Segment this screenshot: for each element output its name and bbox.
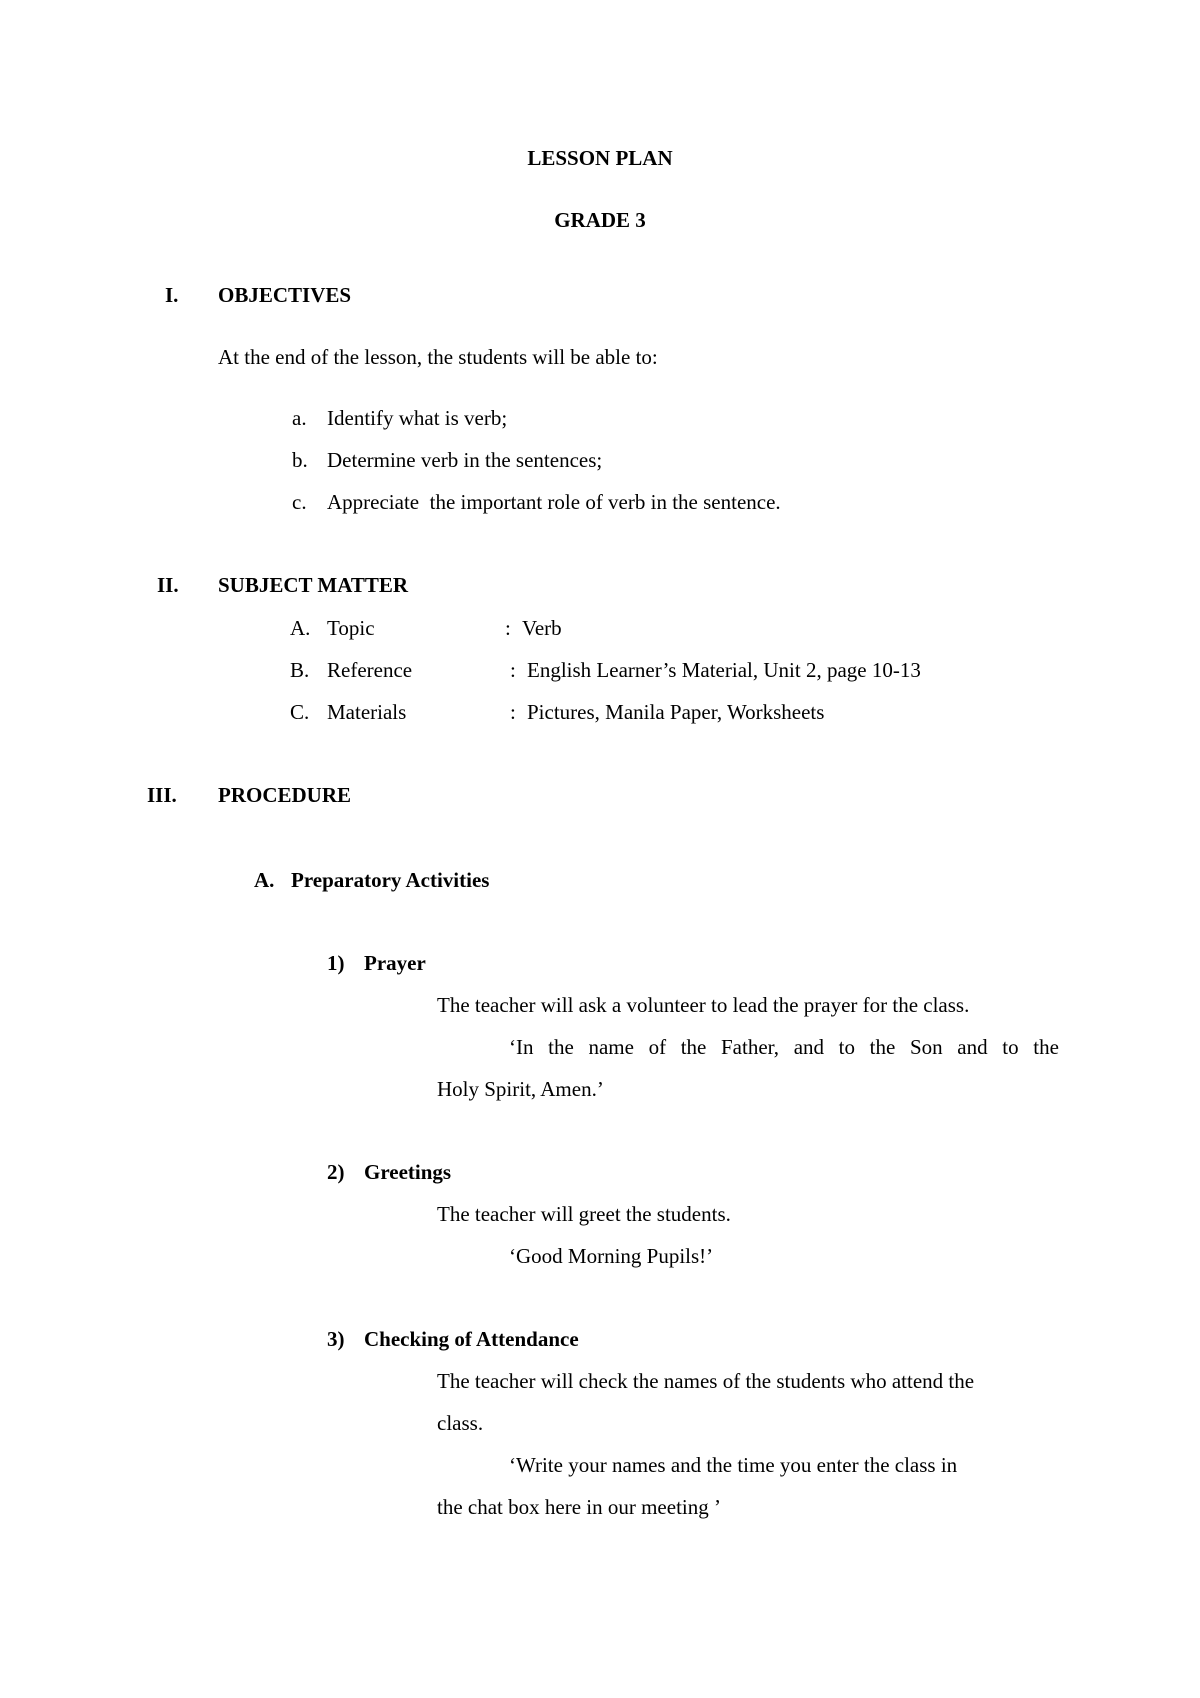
quote-word: the: [869, 1035, 896, 1059]
objectives-intro: At the end of the lesson, the students will be able to:: [218, 345, 658, 369]
step-marker: 2): [327, 1160, 345, 1184]
step-description-cont: class.: [437, 1411, 484, 1435]
subject-row-marker: B.: [290, 658, 310, 682]
document-grade: GRADE 3: [554, 208, 646, 232]
quote-word: the: [548, 1035, 574, 1059]
objective-item: Determine verb in the sentences;: [327, 448, 603, 472]
subject-row-label: Topic: [327, 616, 375, 640]
objective-item: Appreciate the important role of verb in the sentence.: [327, 490, 781, 514]
subject-matter-heading: SUBJECT MATTER: [218, 573, 409, 597]
section-a-marker: A.: [254, 868, 275, 892]
attendance-quote: ‘Write your names and the time you enter the class in: [509, 1453, 958, 1477]
attendance-quote-end: the chat box here in our meeting ’: [437, 1495, 721, 1519]
subject-row-marker: C.: [290, 700, 310, 724]
step-description: The teacher will greet the students.: [437, 1202, 731, 1226]
subject-row-value: Pictures, Manila Paper, Worksheets: [527, 700, 825, 724]
quote-word: to: [1002, 1035, 1019, 1059]
quote-word: ‘In: [509, 1035, 534, 1059]
objective-marker: a.: [292, 406, 307, 430]
quote-word: the: [680, 1035, 707, 1059]
objectives-numeral: I.: [165, 283, 179, 307]
subject-row-separator: :: [510, 658, 516, 682]
objective-item: Identify what is verb;: [327, 406, 508, 430]
prayer-quote-line: [509, 1037, 1059, 1058]
subject-row-label: Reference: [327, 658, 413, 682]
subject-row-separator: :: [510, 700, 516, 724]
quote-word: of: [648, 1035, 667, 1059]
quote-word: the: [1033, 1035, 1059, 1059]
greeting-quote: ‘Good Morning Pupils!’: [509, 1244, 714, 1268]
subject-row-label: Materials: [327, 700, 407, 724]
step-marker: 1): [327, 951, 345, 975]
quote-word: Father,: [721, 1035, 780, 1059]
step-title-attendance: Checking of Attendance: [364, 1327, 579, 1351]
procedure-heading: PROCEDURE: [218, 783, 352, 807]
quote-word: name: [588, 1035, 634, 1059]
quote-word: Son: [909, 1035, 943, 1059]
section-a-heading: Preparatory Activities: [291, 868, 490, 892]
step-title-greetings: Greetings: [364, 1160, 452, 1184]
step-title-prayer: Prayer: [364, 951, 426, 975]
objectives-heading: OBJECTIVES: [218, 283, 352, 307]
subject-row-separator: :: [505, 616, 511, 640]
prayer-quote-end: Holy Spirit, Amen.’: [437, 1077, 604, 1101]
step-description: The teacher will ask a volunteer to lead the prayer for the class.: [437, 993, 970, 1017]
objective-marker: b.: [292, 448, 308, 472]
objective-marker: c.: [292, 490, 307, 514]
subject-row-marker: A.: [290, 616, 311, 640]
quote-word: to: [838, 1035, 856, 1059]
quote-word: and: [957, 1035, 988, 1059]
subject-row-value: English Learner’s Material, Unit 2, page 10-13: [527, 658, 921, 682]
quote-word: and: [793, 1035, 825, 1059]
document-title: LESSON PLAN: [527, 146, 673, 170]
subject-row-value: Verb: [522, 616, 562, 640]
step-description: The teacher will check the names of the students who attend the: [437, 1369, 975, 1393]
step-marker: 3): [327, 1327, 345, 1351]
procedure-numeral: III.: [147, 783, 177, 807]
subject-matter-numeral: II.: [157, 573, 179, 597]
